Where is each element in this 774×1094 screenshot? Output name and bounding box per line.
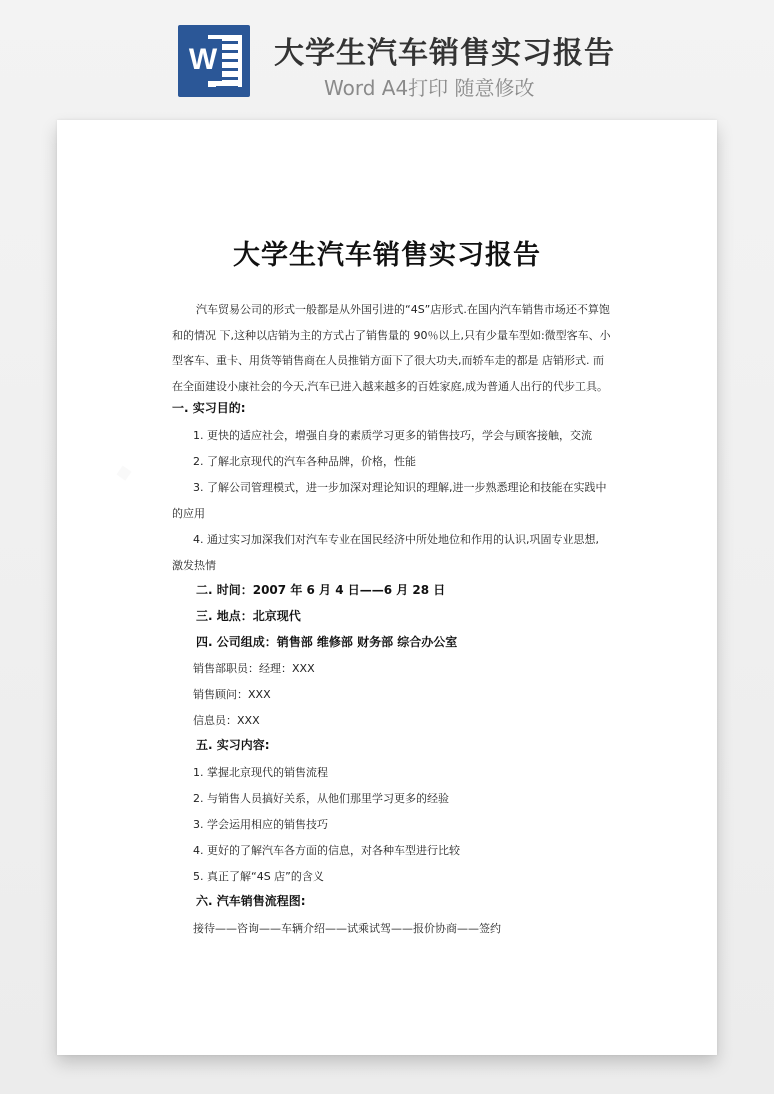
purpose-item-2: 2. 了解北京现代的汽车各种品牌，价格，性能	[193, 455, 416, 468]
purpose-item-3: 3. 了解公司管理模式，进一步加深对理论知识的理解,进一步熟悉理论和技能在实践中	[193, 481, 607, 494]
purpose-item-4-cont: 激发热情	[172, 559, 216, 572]
document-title: 大学生汽车销售实习报告	[233, 240, 541, 271]
section-location: 三. 地点：北京现代	[196, 609, 301, 623]
intro-paragraph	[172, 297, 612, 400]
staff-line-1: 销售部职员：经理：XXX	[193, 662, 315, 675]
watermark	[111, 458, 138, 487]
word-logo-icon	[178, 25, 250, 97]
word-logo-letter: W	[184, 39, 222, 81]
header-subtitle: Word A4打印 随意修改	[324, 76, 535, 100]
content-item-4: 4. 更好的了解汽车各方面的信息，对各种车型进行比较	[193, 844, 460, 857]
purpose-item-4: 4. 通过实习加深我们对汽车专业在国民经济中所处地位和作用的认识,巩固专业思想,	[193, 533, 599, 546]
staff-line-2: 销售顾问：XXX	[193, 688, 271, 701]
staff-line-3: 信息员：XXX	[193, 714, 260, 727]
section-content-heading: 五. 实习内容:	[196, 738, 270, 752]
content-item-3: 3. 学会运用相应的销售技巧	[193, 818, 328, 831]
purpose-item-1: 1. 更快的适应社会，增强自身的素质学习更多的销售技巧，学会与顾客接触，交流	[193, 429, 592, 442]
section-company: 四. 公司组成：销售部 维修部 财务部 综合办公室	[196, 635, 458, 649]
content-item-5: 5. 真正了解“4S 店”的含义	[193, 870, 324, 883]
content-item-2: 2. 与销售人员搞好关系，从他们那里学习更多的经验	[193, 792, 449, 805]
header-title: 大学生汽车销售实习报告	[274, 36, 615, 71]
section-flow-heading: 六. 汽车销售流程图:	[196, 894, 306, 908]
document-page	[57, 120, 717, 1055]
section-time: 二. 时间：2007 年 6 月 4 日——6 月 28 日	[196, 583, 446, 597]
section-purpose-heading: 一. 实习目的:	[172, 401, 246, 415]
purpose-item-3-cont: 的应用	[172, 507, 205, 520]
content-item-1: 1. 掌握北京现代的销售流程	[193, 766, 328, 779]
sales-flow-line: 接待——咨询——车辆介绍——试乘试驾——报价协商——签约	[193, 922, 501, 935]
header-banner	[0, 0, 774, 110]
intro-text: 汽车贸易公司的形式一般都是从外国引进的“4S”店形式.在国内汽车销售市场还不算饱和的情况 下,这种以店销为主的方式占了销售量的 90％以上,只有少量车型如:微型客车、小型客车、重卡、用货等销售商在人员推销方面下了很大功夫,而轿车走的都是 店销形式. 而在全面建设小康社会的今天,汽车已进入越来越多的百姓家庭,成为普通人出行的代步工具。	[172, 303, 611, 394]
